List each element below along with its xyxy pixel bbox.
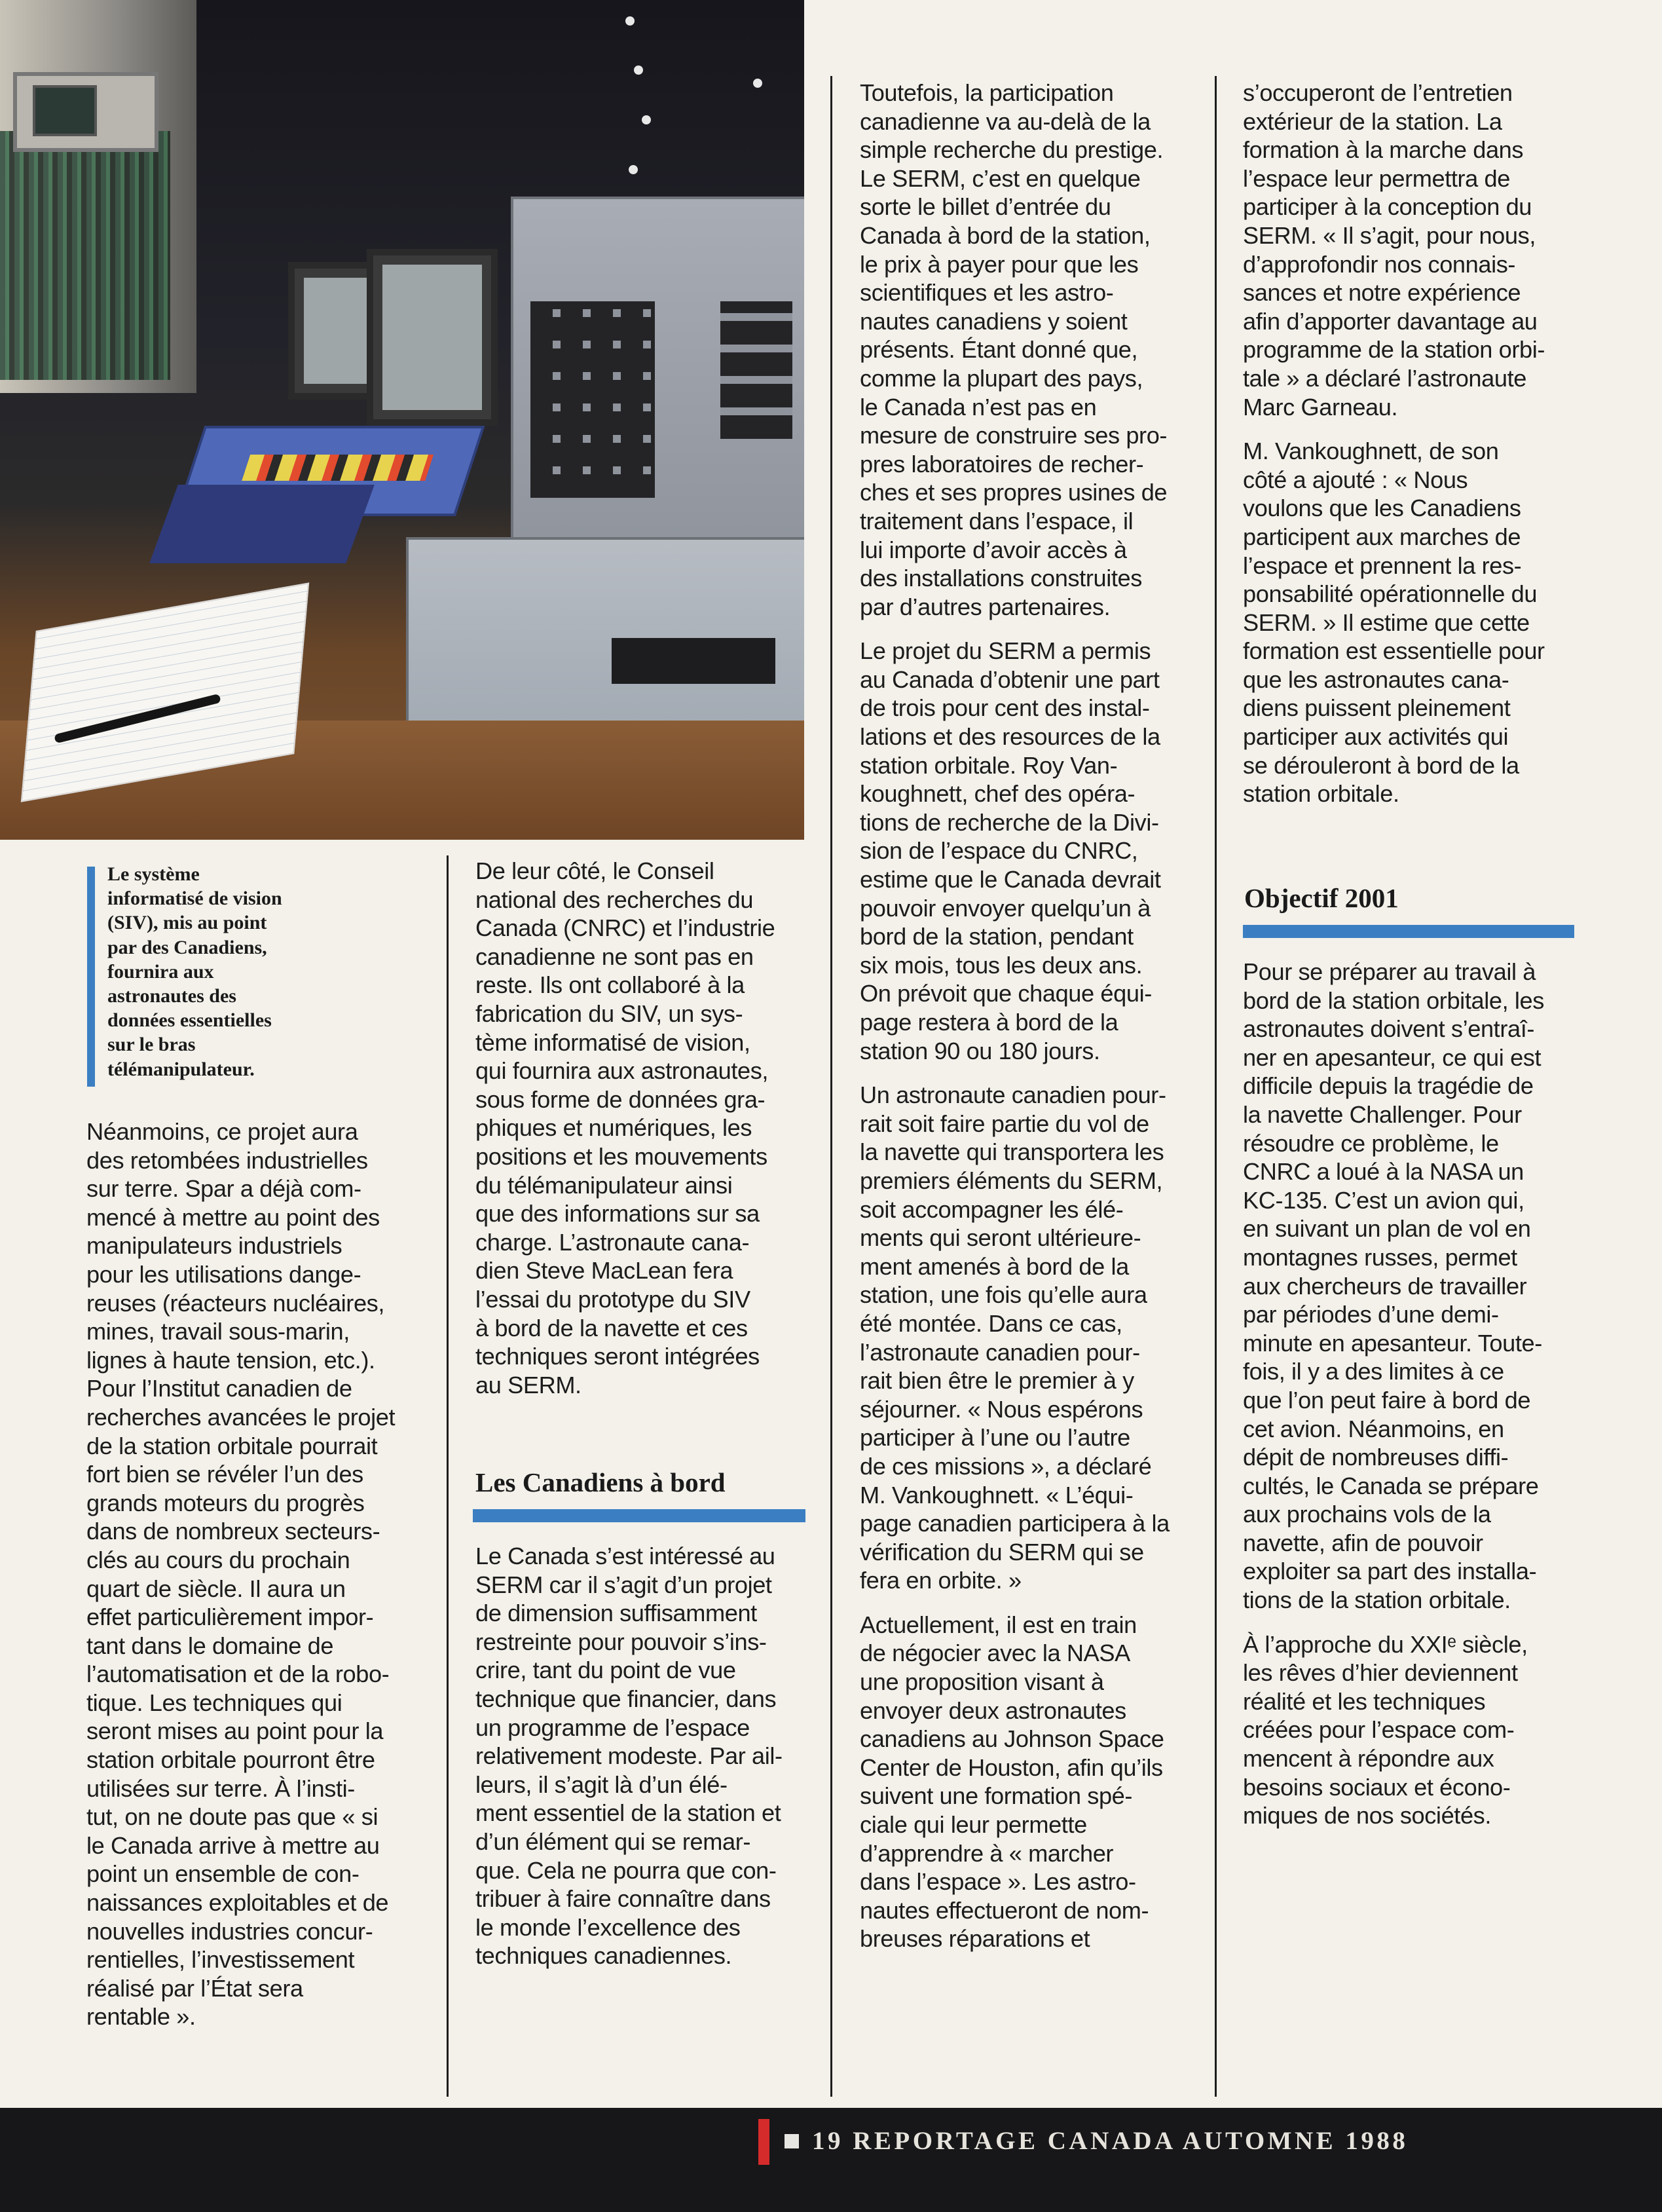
text-line: le monde l’excellence des (475, 1913, 741, 1941)
text-line: reste. Ils ont collaboré à la (475, 971, 745, 999)
text-line: formation à la marche dans (1243, 136, 1524, 164)
column-1 (86, 1117, 427, 2047)
text-line: formation est essentielle pour (1243, 637, 1545, 665)
text-line: de dimension suffisamment (475, 1600, 757, 1627)
text-line: dien Steve MacLean fera (475, 1257, 733, 1284)
text-line: par périodes d’une demi- (1243, 1301, 1499, 1328)
text-line: canadienne va au-delà de la (860, 107, 1151, 135)
text-line: recherches avancées le projet (86, 1403, 396, 1431)
text-line: canadienne ne sont pas en (475, 943, 754, 970)
text-line: une proposition visant à (860, 1668, 1104, 1696)
photo-siv-lab (0, 0, 804, 840)
heading-bar (473, 1509, 805, 1522)
text-line: les rêves d’hier deviennent (1243, 1659, 1518, 1687)
text-line: lui importe d’avoir accès à (860, 536, 1127, 563)
text-line: aux prochains vols de la (1243, 1501, 1491, 1528)
text-line: ments qui seront ultérieure- (860, 1224, 1141, 1252)
text-line: leurs, il s’agit là d’un élé- (475, 1771, 728, 1798)
text-line: en suivant un plan de vol en (1243, 1215, 1531, 1243)
keypad-right (720, 301, 792, 439)
text-line: crire, tant du point de vue (475, 1657, 736, 1684)
text-line: mines, travail sous-marin, (86, 1318, 350, 1345)
caption-line: (SIV), mis au point (107, 912, 267, 934)
text-line: grands moteurs du progrès (86, 1489, 365, 1516)
text-line: participent aux marches de (1243, 523, 1521, 550)
text-line: montagnes russes, permet (1243, 1243, 1517, 1271)
text-line: résoudre ce problème, le (1243, 1129, 1499, 1157)
text-line: SERM. » Il estime que cette (1243, 609, 1530, 636)
text-line: programme de la station orbi- (1243, 336, 1545, 364)
text-line: À l’approche du XXIᵉ siècle, (1243, 1630, 1528, 1658)
text-line: tant dans le domaine de (86, 1632, 334, 1659)
text-line: SERM car il s’agit d’un projet (475, 1571, 772, 1598)
text-line: scientifiques et les astro- (860, 279, 1114, 307)
text-line: Le Canada s’est intéressé au (475, 1543, 775, 1569)
text-line: tique. Les techniques qui (86, 1689, 342, 1716)
text-line: envoyer deux astronautes (860, 1696, 1126, 1724)
text-line: mesure de construire ses pro- (860, 422, 1168, 449)
text-line: rait soit faire partie du vol de (860, 1110, 1149, 1137)
text-line: tions de recherche de la Divi- (860, 808, 1159, 836)
text-line: de trois pour cent des instal- (860, 694, 1150, 722)
paragraph (860, 1611, 1200, 1953)
text-line: voulons que les Canadiens (1243, 495, 1521, 522)
text-line: phiques et numériques, les (475, 1114, 752, 1142)
text-line: M. Vankoughnett. « L’équi- (860, 1481, 1134, 1509)
column-rule-1 (447, 855, 449, 2097)
column-rule-3 (1215, 76, 1217, 2097)
text-line: Néanmoins, ce projet aura (86, 1118, 358, 1145)
text-line: Pour se préparer au travail à (1243, 958, 1536, 985)
text-line: station, une fois qu’elle aura (860, 1281, 1147, 1309)
text-line: cultés, le Canada se prépare (1243, 1472, 1539, 1499)
text-line: lignes à haute tension, etc.). (86, 1346, 375, 1374)
text-line: sous forme de données gra- (475, 1085, 766, 1113)
text-line: bord de la station orbitale, les (1243, 986, 1544, 1014)
text-line: clés au cours du prochain (86, 1546, 350, 1573)
text-line: sances et notre expérience (1243, 279, 1521, 307)
text-line: ment essentiel de la station et (475, 1799, 781, 1827)
text-line: l’espace leur permettra de (1243, 164, 1510, 192)
text-line: dépit de nombreuses diffi- (1243, 1444, 1509, 1471)
text-line: pouvoir envoyer quelqu’un à (860, 894, 1151, 922)
footer-red-tab (758, 2119, 769, 2165)
paragraph (1243, 437, 1583, 808)
text-line: la navette Challenger. Pour (1243, 1100, 1522, 1128)
text-line: manipulateurs industriels (86, 1232, 342, 1260)
footer-text: 19 REPORTAGE CANADA AUTOMNE 1988 (812, 2127, 1409, 2155)
text-line: techniques canadiennes. (475, 1942, 732, 1970)
text-line: l’espace et prennent la res- (1243, 552, 1522, 579)
text-line: à bord de la navette et ces (475, 1314, 748, 1341)
text-line: afin d’apporter davantage au (1243, 307, 1538, 335)
text-line: mencent à répondre aux (1243, 1745, 1494, 1772)
text-line: M. Vankoughnett, de son (1243, 438, 1499, 465)
caption-line: sur le bras (107, 1034, 196, 1056)
text-line: séjourner. « Nous espérons (860, 1395, 1143, 1423)
paragraph (1243, 958, 1583, 1615)
text-line: extérieur de la station. La (1243, 107, 1502, 135)
caption-line: astronautes des (107, 985, 236, 1007)
text-line: d’un élément qui se remar- (475, 1828, 751, 1855)
text-line: koughnett, chef des opéra- (860, 780, 1136, 808)
text-line: utilisées sur terre. À l’insti- (86, 1774, 355, 1802)
text-line: le Canada n’est pas en (860, 393, 1097, 421)
text-line: ches et ses propres usines de (860, 479, 1168, 506)
caption-line: fournira aux (107, 960, 214, 983)
column-2-lower (475, 1542, 816, 1986)
text-line: la navette qui transportera les (860, 1138, 1164, 1166)
text-line: astronautes doivent s’entraî- (1243, 1015, 1535, 1043)
paragraph (86, 1117, 427, 2031)
text-line: SERM. « Il s’agit, pour nous, (1243, 221, 1536, 249)
text-line: de la station orbitale pourrait (86, 1432, 378, 1459)
text-line: sorte le billet d’entrée du (860, 193, 1111, 221)
circuit-boards (0, 131, 170, 380)
text-line: tut, on ne doute pas que « si (86, 1803, 379, 1831)
monitor-right (367, 249, 498, 426)
text-line: que. Cela ne pourra que con- (475, 1856, 777, 1884)
text-line: exploiter sa part des installa- (1243, 1558, 1537, 1585)
text-line: tribuer à faire connaître dans (475, 1885, 771, 1913)
paragraph (860, 1081, 1200, 1595)
column-4 (1243, 79, 1583, 824)
column-2 (475, 857, 816, 1415)
text-line: pour les utilisations dange- (86, 1260, 361, 1288)
text-line: On prévoit que chaque équi- (860, 980, 1152, 1007)
text-line: se dérouleront à bord de la (1243, 751, 1519, 779)
text-line: au SERM. (475, 1371, 582, 1398)
text-line: sur terre. Spar a déjà com- (86, 1175, 361, 1203)
text-line: le Canada arrive à mettre au (86, 1831, 380, 1859)
text-line: Marc Garneau. (1243, 393, 1398, 421)
text-line: minute en apesanteur. Toute- (1243, 1329, 1542, 1357)
text-line: fort bien se révéler l’un des (86, 1461, 363, 1488)
text-line: six mois, tous les deux ans. (860, 951, 1143, 979)
text-line: créées pour l’espace com- (1243, 1716, 1515, 1744)
text-line: vérification du SERM qui se (860, 1538, 1144, 1565)
text-line: Canada (CNRC) et l’industrie (475, 914, 775, 942)
text-line: de négocier avec la NASA (860, 1640, 1130, 1667)
text-line: technique que financier, dans (475, 1685, 777, 1712)
text-line: Actuellement, il est en train (860, 1611, 1137, 1638)
text-line: côté a ajouté : « Nous (1243, 466, 1468, 493)
text-line: lations et des resources de la (860, 723, 1160, 751)
text-line: des installations construites (860, 565, 1142, 592)
text-line: dans l’espace ». Les astro- (860, 1868, 1136, 1896)
paragraph (1243, 1630, 1583, 1830)
text-line: nautes canadiens y soient (860, 307, 1128, 335)
text-line: par d’autres partenaires. (860, 593, 1111, 620)
text-line: été montée. Dans ce cas, (860, 1309, 1122, 1337)
photo-caption (107, 862, 369, 1081)
text-line: un programme de l’espace (475, 1714, 750, 1741)
text-line: national des recherches du (475, 886, 754, 913)
text-line: ciale qui leur permette (860, 1811, 1087, 1839)
text-line: Toutefois, la participation (860, 79, 1114, 106)
text-line: ponsabilité opérationnelle du (1243, 580, 1538, 608)
text-line: station orbitale. (1243, 780, 1399, 808)
text-line: Canada à bord de la station, (860, 221, 1151, 249)
text-line: difficile depuis la tragédie de (1243, 1072, 1534, 1100)
text-line: ner en apesanteur, ce qui est (1243, 1043, 1542, 1071)
text-line: navette, afin de pouvoir (1243, 1529, 1483, 1556)
text-line: au Canada d’obtenir une part (860, 665, 1160, 693)
text-line: fois, il y a des limites à ce (1243, 1358, 1504, 1385)
text-line: miques de nos sociétés. (1243, 1802, 1492, 1829)
caption-line: données essentielles (107, 1009, 272, 1032)
text-line: participer à la conception du (1243, 193, 1532, 221)
text-line: soit accompagner les élé- (860, 1195, 1124, 1223)
text-line: breuses réparations et (860, 1925, 1090, 1953)
text-line: premiers éléments du SERM, (860, 1167, 1163, 1194)
keypad (530, 301, 655, 498)
text-line: d’approfondir nos connais- (1243, 250, 1516, 278)
text-line: réalité et les techniques (1243, 1687, 1486, 1715)
text-line: station orbitale pourront être (86, 1746, 375, 1774)
column-rule-2 (830, 76, 832, 2097)
text-line: qui fournira aux astronautes, (475, 1057, 769, 1085)
text-line: d’apprendre à « marcher (860, 1839, 1114, 1867)
text-line: De leur côté, le Conseil (475, 857, 714, 884)
caption-line: informatisé de vision (107, 888, 282, 910)
heading-bar (1243, 925, 1574, 938)
text-line: page canadien participera à la (860, 1510, 1170, 1537)
text-line: fabrication du SIV, un sys- (475, 1000, 743, 1027)
text-line: ment amenés à bord de la (860, 1252, 1129, 1280)
text-line: l’astronaute canadien pour- (860, 1338, 1140, 1366)
text-line: seront mises au point pour la (86, 1717, 384, 1745)
text-line: pres laboratoires de recher- (860, 450, 1144, 478)
text-line: aux chercheurs de travailler (1243, 1272, 1527, 1300)
text-line: du télémanipulateur ainsi (475, 1171, 733, 1199)
text-line: réalisé par l’État sera (86, 1974, 303, 2002)
text-line: rentable ». (86, 2003, 196, 2031)
text-line: relativement modeste. Par ail- (475, 1742, 783, 1770)
text-line: techniques seront intégrées (475, 1343, 760, 1370)
caption-line: Le système (107, 863, 200, 885)
text-line: naissances exploitables et de (86, 1889, 389, 1917)
column-3 (860, 79, 1200, 1969)
text-line: l’automatisation et de la robo- (86, 1660, 390, 1688)
text-line: l’essai du prototype du SIV (475, 1285, 750, 1313)
heading-canadiens-a-bord: Les Canadiens à bord (475, 1467, 726, 1497)
paragraph (1243, 79, 1583, 421)
text-line: station 90 ou 180 jours. (860, 1037, 1100, 1064)
text-line: présents. Étant donné que, (860, 336, 1138, 364)
page-footer (0, 2108, 1662, 2212)
text-line: reuses (réacteurs nucléaires, (86, 1289, 385, 1317)
text-line: participer aux activités qui (1243, 723, 1509, 751)
caption-line: télémanipulateur. (107, 1058, 255, 1080)
text-line: positions et les mouvements (475, 1142, 767, 1170)
text-line: que des informations sur sa (475, 1200, 760, 1228)
text-line: rentielles, l’investissement (86, 1946, 355, 1974)
text-line: des retombées industrielles (86, 1146, 368, 1174)
text-line: canadiens au Johnson Space (860, 1725, 1164, 1753)
text-line: simple recherche du prestige. (860, 136, 1164, 164)
text-line: besoins sociaux et écono- (1243, 1773, 1511, 1801)
text-line: Center de Houston, afin qu’ils (860, 1753, 1163, 1781)
oscilloscope-screen (33, 85, 97, 136)
text-line: Un astronaute canadien pour- (860, 1081, 1166, 1109)
text-line: rait bien être le premier à y (860, 1367, 1134, 1395)
text-line: nautes effectueront de nom- (860, 1896, 1149, 1924)
text-line: page restera à bord de la (860, 1009, 1118, 1036)
text-line: cet avion. Néanmoins, en (1243, 1415, 1504, 1442)
text-line: tions de la station orbitale. (1243, 1586, 1511, 1614)
column-4-lower (1243, 958, 1583, 1846)
caption-line: par des Canadiens, (107, 936, 267, 958)
text-line: quart de siècle. Il aura un (86, 1575, 346, 1602)
text-line: CNRC a loué à la NASA un (1243, 1158, 1524, 1186)
text-line: comme la plupart des pays, (860, 364, 1143, 392)
text-line: que l’on peut faire à bord de (1243, 1386, 1531, 1414)
text-line: dans de nombreux secteurs- (86, 1518, 380, 1545)
heading-objectif-2001: Objectif 2001 (1244, 883, 1399, 913)
text-line: de ces missions », a déclaré (860, 1452, 1152, 1480)
text-line: fera en orbite. » (860, 1567, 1022, 1594)
text-line: tale » a déclaré l’astronaute (1243, 364, 1526, 392)
text-line: sion de l’espace du CNRC, (860, 837, 1138, 865)
text-line: Le projet du SERM a permis (860, 637, 1151, 665)
text-line: diens puissent pleinement (1243, 694, 1511, 722)
text-line: point un ensemble de con- (86, 1860, 360, 1888)
paragraph (860, 79, 1200, 621)
text-line: que les astronautes cana- (1243, 665, 1509, 693)
text-line: Le SERM, c’est en quelque (860, 164, 1141, 192)
text-line: suivent une formation spé- (860, 1782, 1133, 1810)
paragraph (860, 637, 1200, 1065)
keyboard (149, 485, 375, 563)
paragraph (475, 857, 816, 1399)
text-line: effet particulièrement impor- (86, 1603, 374, 1631)
text-line: le prix à payer pour que les (860, 250, 1139, 278)
text-line: s’occuperont de l’entretien (1243, 79, 1513, 106)
paragraph (475, 1542, 816, 1970)
text-line: tème informatisé de vision, (475, 1028, 750, 1056)
text-line: mencé à mettre au point des (86, 1203, 380, 1231)
text-line: Pour l’Institut canadien de (86, 1375, 352, 1402)
text-line: station orbitale. Roy Van- (860, 751, 1118, 779)
text-line: restreinte pour pouvoir s’ins- (475, 1628, 767, 1655)
text-line: nouvelles industries concur- (86, 1917, 373, 1945)
caption-bar (87, 867, 95, 1087)
text-line: traitement dans l’espace, il (860, 507, 1134, 534)
text-line: estime que le Canada devrait (860, 866, 1161, 893)
text-line: KC-135. C’est un avion qui, (1243, 1186, 1524, 1214)
text-line: charge. L’astronaute cana- (475, 1228, 750, 1256)
text-line: bord de la station, pendant (860, 923, 1134, 950)
text-line: participer à l’une ou l’autre (860, 1424, 1130, 1452)
footer-square-icon (785, 2134, 799, 2148)
